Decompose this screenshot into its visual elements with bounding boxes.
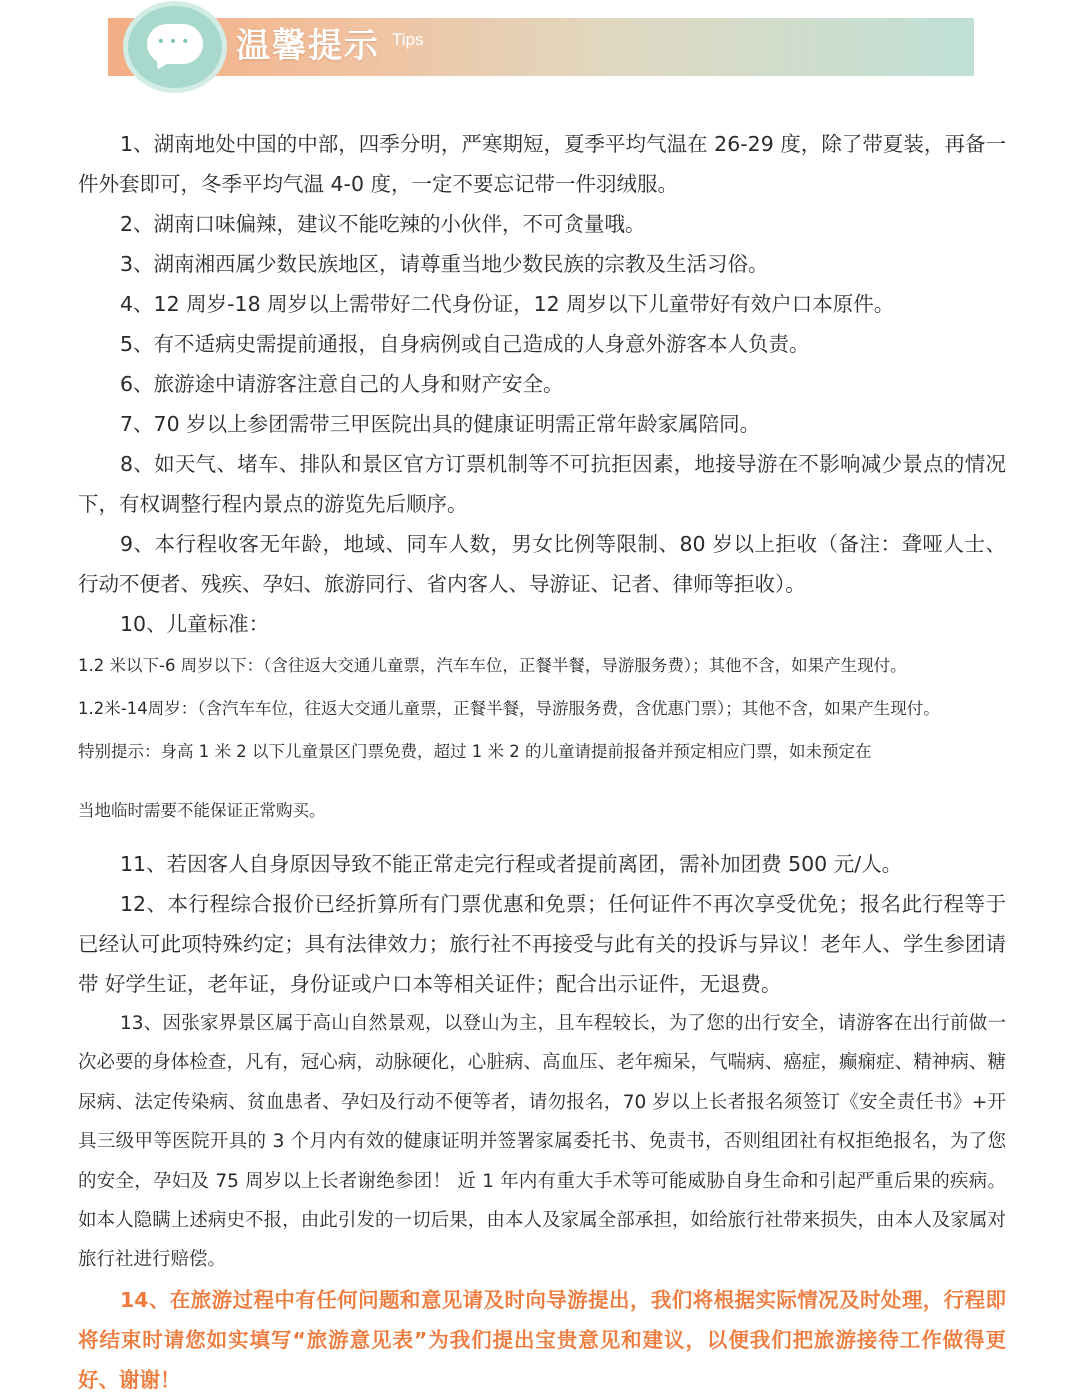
child-special-note-cont: 当地临时需要不能保证正常购买。 [78, 801, 326, 820]
tip-item-10: 10、儿童标准： [120, 612, 270, 636]
tips-list [78, 124, 1006, 1400]
tip-item-1: 1、湖南地处中国的中部，四季分明，严寒期短，夏季平均气温在 26-29 度，除了带夏装，再备一件外套即可，冬季平均气温 4-0 度，一定不要忘记带一件羽绒服。 [78, 132, 1006, 196]
tip-item-2: 2、湖南口味偏辣，建议不能吃辣的小伙伴，不可贪量哦。 [120, 212, 646, 236]
tip-item-9: 9、本行程收客无年龄，地域、同车人数，男女比例等限制、80 岁以上拒收（备注：聋哑人士、行动不便者、残疾、孕妇、旅游同行、省内客人、导游证、记者、律师等拒收）。 [78, 532, 1006, 596]
page-subtitle: Tips [392, 30, 424, 49]
child-special-note: 特别提示：身高 1 米 2 以下儿童景区门票免费，超过 1 米 2 的儿童请提前报备并预定相应门票，如未预定在 [78, 742, 872, 761]
tip-item-7: 7、70 岁以上参团需带三甲医院出具的健康证明需正常年龄家属陪同。 [120, 412, 761, 436]
tip-item-3: 3、湖南湘西属少数民族地区，请尊重当地少数民族的宗教及生活习俗。 [120, 252, 769, 276]
bubble-dots: ••• [156, 34, 194, 50]
tip-item-12: 12、本行程综合报价已经折算所有门票优惠和免票；任何证件不再次享受优免；报名此行程等于已经认可此项特殊约定；具有法律效力；旅行社不再接受与此有关的投诉与异议！老年人、学生参团请带 好学生证，老年证，身份证或户口本等相关证件；配合出示证件，无退费。 [78, 892, 1006, 996]
tip-item-4: 4、12 周岁-18 周岁以上需带好二代身份证，12 周岁以下儿童带好有效户口本原件。 [120, 292, 895, 316]
child-standard-line-2: 1.2米-14周岁：（含汽车车位，往返大交通儿童票，正餐半餐，导游服务费，含优惠门票）；其他不含，如果产生现付。 [78, 699, 940, 718]
page-title: 温馨提示 [236, 26, 380, 66]
tip-item-6: 6、旅游途中请游客注意自己的人身和财产安全。 [120, 372, 564, 396]
tip-item-5: 5、有不适病史需提前通报，自身病例或自己造成的人身意外游客本人负责。 [120, 332, 810, 356]
tip-item-11: 11、若因客人自身原因导致不能正常走完行程或者提前离团，需补加团费 500 元/人。 [120, 852, 903, 876]
tip-item-14-highlight: 14、在旅游过程中有任何问题和意见请及时向导游提出，我们将根据实际情况及时处理，行程即将结束时请您如实填写“旅游意见表”为我们提出宝贵意见和建议，以便我们把旅游接待工作做得更好、谢谢！ [78, 1287, 1006, 1392]
child-standard-line-1: 1.2 米以下-6 周岁以下：（含往返大交通儿童票，汽车车位，正餐半餐，导游服务费）；其他不含，如果产生现付。 [78, 656, 907, 675]
tip-item-13: 13、因张家界景区属于高山自然景观，以登山为主，且车程较长，为了您的出行安全，请游客在出行前做一次必要的身体检查，凡有，冠心病，动脉硬化，心脏病、高血压、老年痴呆，气喘病、癌症，癫痫症、精神病、糖尿病、法定传染病、贫血患者、孕妇及行动不便等者，请勿报名，70 岁以上长者报名须签订《安全责任书》+开具三级甲等医院开具的 3 个月内有效的健康证明并签署家属委托书、免责书，否则组团社有权拒绝报名，为了您的安全，孕妇及 75 周岁以上长者谢绝参团！ 近 1 年内有重大手术等可能威胁自身生命和引起严重后果的疾病。如本人隐瞒上述病史不报，由此引发的一切后果，由本人及家属全部承担，如给旅行社带来损失，由本人及家属对旅行社进行赔偿。 [78, 1013, 1006, 1271]
chat-bubble-icon [128, 6, 222, 88]
tip-item-8: 8、如天气、堵车、排队和景区官方订票机制等不可抗拒因素，地接导游在不影响减少景点的情况下，有权调整行程内景点的游览先后顺序。 [78, 452, 1006, 516]
